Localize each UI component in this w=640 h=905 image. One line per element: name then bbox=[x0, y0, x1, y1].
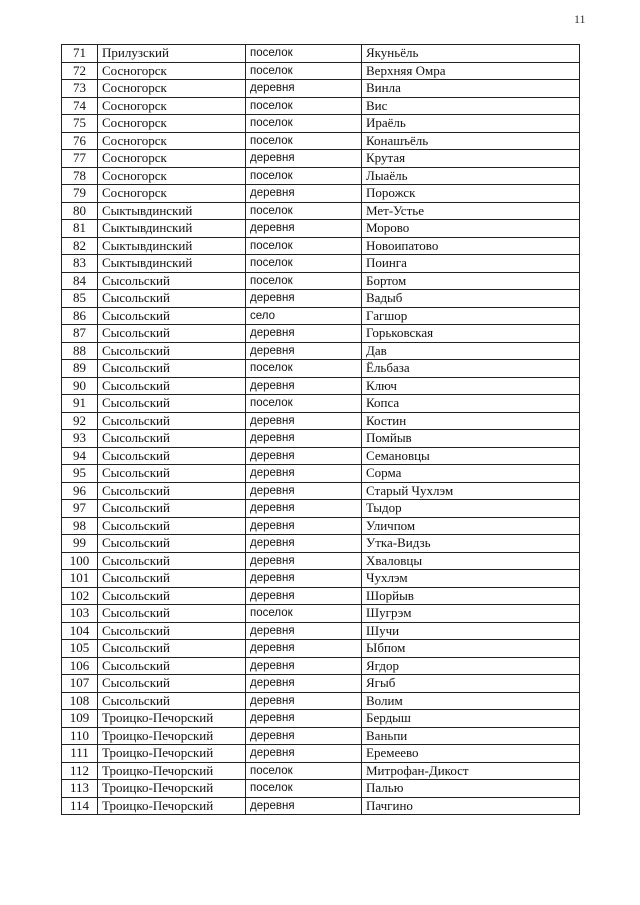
district-cell: Сысольский bbox=[98, 517, 246, 535]
settlement-name-cell: Ёльбаза bbox=[362, 360, 580, 378]
district-cell: Сысольский bbox=[98, 552, 246, 570]
district-cell: Сыктывдинский bbox=[98, 237, 246, 255]
table-row bbox=[62, 307, 580, 325]
table-row bbox=[62, 185, 580, 203]
table-row bbox=[62, 640, 580, 658]
table-row bbox=[62, 132, 580, 150]
district-cell: Троицко-Печорский bbox=[98, 727, 246, 745]
settlement-type-cell: деревня bbox=[246, 622, 362, 640]
settlement-type-cell: деревня bbox=[246, 675, 362, 693]
settlement-type-cell: село bbox=[246, 307, 362, 325]
settlement-type-cell: деревня bbox=[246, 220, 362, 238]
settlement-type-cell: поселок bbox=[246, 202, 362, 220]
row-number-cell: 83 bbox=[62, 255, 98, 273]
settlement-type-cell: деревня bbox=[246, 447, 362, 465]
table-row bbox=[62, 290, 580, 308]
settlement-name-cell: Волим bbox=[362, 692, 580, 710]
district-cell: Сысольский bbox=[98, 447, 246, 465]
settlement-type-cell: деревня bbox=[246, 710, 362, 728]
row-number-cell: 81 bbox=[62, 220, 98, 238]
settlement-type-cell: поселок bbox=[246, 272, 362, 290]
settlement-type-cell: деревня bbox=[246, 745, 362, 763]
table-row bbox=[62, 762, 580, 780]
settlement-type-cell: деревня bbox=[246, 570, 362, 588]
table-row bbox=[62, 500, 580, 518]
settlement-type-cell: поселок bbox=[246, 360, 362, 378]
district-cell: Сосногорск bbox=[98, 80, 246, 98]
settlement-type-cell: поселок bbox=[246, 255, 362, 273]
settlement-type-cell: деревня bbox=[246, 342, 362, 360]
settlement-name-cell: Сорма bbox=[362, 465, 580, 483]
district-cell: Сосногорск bbox=[98, 185, 246, 203]
settlements-table bbox=[61, 44, 580, 815]
district-cell: Сысольский bbox=[98, 465, 246, 483]
district-cell: Троицко-Печорский bbox=[98, 762, 246, 780]
settlement-name-cell: Верхняя Омра bbox=[362, 62, 580, 80]
settlement-name-cell: Морово bbox=[362, 220, 580, 238]
district-cell: Сосногорск bbox=[98, 97, 246, 115]
settlement-name-cell: Крутая bbox=[362, 150, 580, 168]
district-cell: Сысольский bbox=[98, 692, 246, 710]
settlement-name-cell: Пачгино bbox=[362, 797, 580, 815]
settlement-name-cell: Тыдор bbox=[362, 500, 580, 518]
row-number-cell: 87 bbox=[62, 325, 98, 343]
table-row bbox=[62, 80, 580, 98]
settlement-name-cell: Лыаёль bbox=[362, 167, 580, 185]
row-number-cell: 90 bbox=[62, 377, 98, 395]
row-number-cell: 79 bbox=[62, 185, 98, 203]
row-number-cell: 71 bbox=[62, 45, 98, 63]
table-row bbox=[62, 115, 580, 133]
table-row bbox=[62, 710, 580, 728]
district-cell: Сысольский bbox=[98, 622, 246, 640]
settlement-type-cell: поселок bbox=[246, 167, 362, 185]
district-cell: Прилузский bbox=[98, 45, 246, 63]
settlement-name-cell: Вис bbox=[362, 97, 580, 115]
table-row bbox=[62, 202, 580, 220]
settlement-name-cell: Вадыб bbox=[362, 290, 580, 308]
row-number-cell: 111 bbox=[62, 745, 98, 763]
row-number-cell: 86 bbox=[62, 307, 98, 325]
row-number-cell: 76 bbox=[62, 132, 98, 150]
row-number-cell: 101 bbox=[62, 570, 98, 588]
settlement-name-cell: Гагшор bbox=[362, 307, 580, 325]
table-row bbox=[62, 237, 580, 255]
table-row bbox=[62, 342, 580, 360]
district-cell: Сысольский bbox=[98, 570, 246, 588]
settlement-type-cell: поселок bbox=[246, 780, 362, 798]
district-cell: Сыктывдинский bbox=[98, 202, 246, 220]
row-number-cell: 102 bbox=[62, 587, 98, 605]
row-number-cell: 88 bbox=[62, 342, 98, 360]
table-row bbox=[62, 797, 580, 815]
settlement-type-cell: поселок bbox=[246, 97, 362, 115]
settlement-type-cell: поселок bbox=[246, 395, 362, 413]
table-row bbox=[62, 447, 580, 465]
row-number-cell: 89 bbox=[62, 360, 98, 378]
row-number-cell: 113 bbox=[62, 780, 98, 798]
district-cell: Троицко-Печорский bbox=[98, 710, 246, 728]
district-cell: Сысольский bbox=[98, 482, 246, 500]
settlement-name-cell: Хваловцы bbox=[362, 552, 580, 570]
table-row bbox=[62, 605, 580, 623]
table-row bbox=[62, 587, 580, 605]
district-cell: Сысольский bbox=[98, 657, 246, 675]
settlement-type-cell: деревня bbox=[246, 517, 362, 535]
settlement-type-cell: деревня bbox=[246, 587, 362, 605]
settlement-type-cell: деревня bbox=[246, 535, 362, 553]
settlement-name-cell: Чухлэм bbox=[362, 570, 580, 588]
table-row bbox=[62, 325, 580, 343]
settlement-name-cell: Ключ bbox=[362, 377, 580, 395]
row-number-cell: 94 bbox=[62, 447, 98, 465]
district-cell: Сысольский bbox=[98, 587, 246, 605]
row-number-cell: 114 bbox=[62, 797, 98, 815]
district-cell: Сысольский bbox=[98, 290, 246, 308]
settlement-type-cell: деревня bbox=[246, 290, 362, 308]
district-cell: Сысольский bbox=[98, 675, 246, 693]
settlement-name-cell: Шугрэм bbox=[362, 605, 580, 623]
row-number-cell: 73 bbox=[62, 80, 98, 98]
row-number-cell: 77 bbox=[62, 150, 98, 168]
table-row bbox=[62, 622, 580, 640]
district-cell: Сысольский bbox=[98, 307, 246, 325]
district-cell: Сысольский bbox=[98, 605, 246, 623]
table-row bbox=[62, 150, 580, 168]
settlement-type-cell: поселок bbox=[246, 237, 362, 255]
table-row bbox=[62, 360, 580, 378]
settlement-name-cell: Бердыш bbox=[362, 710, 580, 728]
district-cell: Сысольский bbox=[98, 412, 246, 430]
district-cell: Сысольский bbox=[98, 640, 246, 658]
settlement-name-cell: Шорйыв bbox=[362, 587, 580, 605]
settlement-type-cell: деревня bbox=[246, 640, 362, 658]
row-number-cell: 104 bbox=[62, 622, 98, 640]
district-cell: Сысольский bbox=[98, 342, 246, 360]
table-row bbox=[62, 430, 580, 448]
settlement-name-cell: Порожск bbox=[362, 185, 580, 203]
district-cell: Сосногорск bbox=[98, 150, 246, 168]
row-number-cell: 96 bbox=[62, 482, 98, 500]
settlement-type-cell: деревня bbox=[246, 465, 362, 483]
settlement-type-cell: деревня bbox=[246, 692, 362, 710]
settlement-type-cell: поселок bbox=[246, 45, 362, 63]
row-number-cell: 84 bbox=[62, 272, 98, 290]
settlement-type-cell: деревня bbox=[246, 430, 362, 448]
table-row bbox=[62, 570, 580, 588]
settlement-name-cell: Бортом bbox=[362, 272, 580, 290]
district-cell: Сысольский bbox=[98, 535, 246, 553]
settlement-type-cell: деревня bbox=[246, 482, 362, 500]
district-cell: Сосногорск bbox=[98, 115, 246, 133]
row-number-cell: 107 bbox=[62, 675, 98, 693]
table-row bbox=[62, 272, 580, 290]
table-row bbox=[62, 482, 580, 500]
settlement-name-cell: Старый Чухлэм bbox=[362, 482, 580, 500]
row-number-cell: 97 bbox=[62, 500, 98, 518]
row-number-cell: 108 bbox=[62, 692, 98, 710]
settlement-type-cell: деревня bbox=[246, 412, 362, 430]
settlement-name-cell: Митрофан-Дикост bbox=[362, 762, 580, 780]
row-number-cell: 85 bbox=[62, 290, 98, 308]
table-row bbox=[62, 167, 580, 185]
table-row bbox=[62, 45, 580, 63]
settlement-name-cell: Копса bbox=[362, 395, 580, 413]
row-number-cell: 91 bbox=[62, 395, 98, 413]
table-row bbox=[62, 517, 580, 535]
row-number-cell: 105 bbox=[62, 640, 98, 658]
row-number-cell: 72 bbox=[62, 62, 98, 80]
row-number-cell: 103 bbox=[62, 605, 98, 623]
table-row bbox=[62, 692, 580, 710]
district-cell: Троицко-Печорский bbox=[98, 797, 246, 815]
table-row bbox=[62, 97, 580, 115]
row-number-cell: 78 bbox=[62, 167, 98, 185]
settlement-name-cell: Конашъёль bbox=[362, 132, 580, 150]
district-cell: Сысольский bbox=[98, 360, 246, 378]
settlement-type-cell: поселок bbox=[246, 62, 362, 80]
settlement-name-cell: Костин bbox=[362, 412, 580, 430]
settlement-name-cell: Горьковская bbox=[362, 325, 580, 343]
row-number-cell: 109 bbox=[62, 710, 98, 728]
settlement-name-cell: Ваньпи bbox=[362, 727, 580, 745]
table-row bbox=[62, 727, 580, 745]
row-number-cell: 110 bbox=[62, 727, 98, 745]
row-number-cell: 74 bbox=[62, 97, 98, 115]
row-number-cell: 100 bbox=[62, 552, 98, 570]
row-number-cell: 95 bbox=[62, 465, 98, 483]
table-row bbox=[62, 535, 580, 553]
table-row bbox=[62, 62, 580, 80]
district-cell: Сысольский bbox=[98, 377, 246, 395]
table-row bbox=[62, 745, 580, 763]
row-number-cell: 92 bbox=[62, 412, 98, 430]
table-row bbox=[62, 412, 580, 430]
settlement-name-cell: Поинга bbox=[362, 255, 580, 273]
district-cell: Сысольский bbox=[98, 500, 246, 518]
page-number: 11 bbox=[574, 12, 586, 26]
district-cell: Сосногорск bbox=[98, 167, 246, 185]
row-number-cell: 80 bbox=[62, 202, 98, 220]
settlement-name-cell: Якуньёль bbox=[362, 45, 580, 63]
table-row bbox=[62, 552, 580, 570]
settlement-type-cell: деревня bbox=[246, 797, 362, 815]
district-cell: Сыктывдинский bbox=[98, 255, 246, 273]
settlement-type-cell: поселок bbox=[246, 762, 362, 780]
row-number-cell: 75 bbox=[62, 115, 98, 133]
settlement-name-cell: Винла bbox=[362, 80, 580, 98]
district-cell: Сысольский bbox=[98, 395, 246, 413]
settlement-name-cell: Новоипатово bbox=[362, 237, 580, 255]
district-cell: Троицко-Печорский bbox=[98, 780, 246, 798]
district-cell: Сосногорск bbox=[98, 62, 246, 80]
table-row bbox=[62, 657, 580, 675]
settlement-type-cell: деревня bbox=[246, 727, 362, 745]
settlement-type-cell: поселок bbox=[246, 132, 362, 150]
table-row bbox=[62, 220, 580, 238]
table-row bbox=[62, 395, 580, 413]
settlement-name-cell: Ягыб bbox=[362, 675, 580, 693]
district-cell: Троицко-Печорский bbox=[98, 745, 246, 763]
district-cell: Сосногорск bbox=[98, 132, 246, 150]
settlement-type-cell: деревня bbox=[246, 552, 362, 570]
row-number-cell: 98 bbox=[62, 517, 98, 535]
settlement-type-cell: деревня bbox=[246, 377, 362, 395]
row-number-cell: 99 bbox=[62, 535, 98, 553]
table-row bbox=[62, 780, 580, 798]
settlement-type-cell: деревня bbox=[246, 150, 362, 168]
settlement-name-cell: Дав bbox=[362, 342, 580, 360]
settlement-type-cell: деревня bbox=[246, 657, 362, 675]
settlement-name-cell: Ыбпом bbox=[362, 640, 580, 658]
district-cell: Сысольский bbox=[98, 430, 246, 448]
district-cell: Сыктывдинский bbox=[98, 220, 246, 238]
row-number-cell: 82 bbox=[62, 237, 98, 255]
settlement-name-cell: Палью bbox=[362, 780, 580, 798]
settlement-type-cell: деревня bbox=[246, 80, 362, 98]
settlement-name-cell: Шучи bbox=[362, 622, 580, 640]
row-number-cell: 112 bbox=[62, 762, 98, 780]
settlement-type-cell: поселок bbox=[246, 605, 362, 623]
settlement-name-cell: Еремеево bbox=[362, 745, 580, 763]
table-row bbox=[62, 377, 580, 395]
settlement-name-cell: Утка-Видзь bbox=[362, 535, 580, 553]
settlement-name-cell: Мет-Устье bbox=[362, 202, 580, 220]
settlement-name-cell: Семановцы bbox=[362, 447, 580, 465]
table-row bbox=[62, 255, 580, 273]
row-number-cell: 106 bbox=[62, 657, 98, 675]
table-body bbox=[62, 45, 580, 815]
settlement-type-cell: поселок bbox=[246, 115, 362, 133]
settlement-name-cell: Помйыв bbox=[362, 430, 580, 448]
settlement-name-cell: Ираёль bbox=[362, 115, 580, 133]
district-cell: Сысольский bbox=[98, 325, 246, 343]
table-row bbox=[62, 675, 580, 693]
settlement-type-cell: деревня bbox=[246, 325, 362, 343]
settlement-type-cell: деревня bbox=[246, 500, 362, 518]
row-number-cell: 93 bbox=[62, 430, 98, 448]
settlement-name-cell: Уличпом bbox=[362, 517, 580, 535]
table-row bbox=[62, 465, 580, 483]
settlement-type-cell: деревня bbox=[246, 185, 362, 203]
district-cell: Сысольский bbox=[98, 272, 246, 290]
settlement-name-cell: Ягдор bbox=[362, 657, 580, 675]
